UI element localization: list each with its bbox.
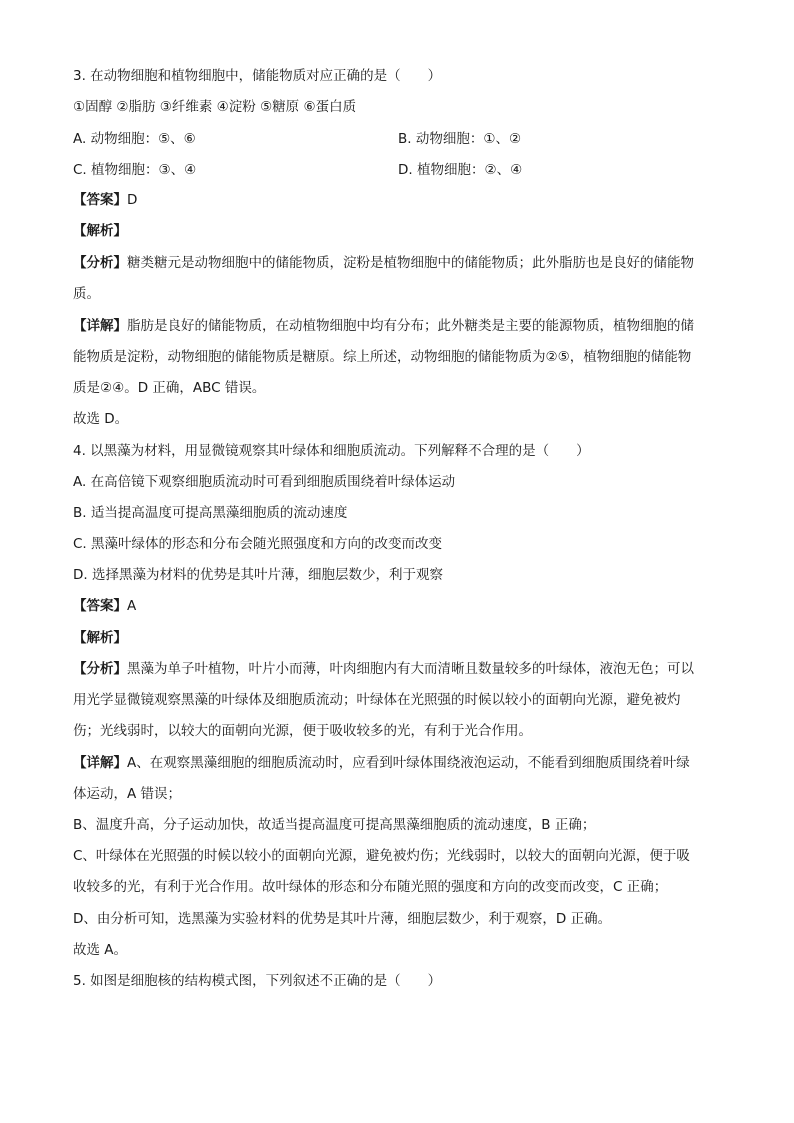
q3-option-c: C. 植物细胞：③、④ <box>73 162 197 178</box>
q3-answer <box>73 191 137 209</box>
q4-option-a: A. 在高倍镜下观察细胞质流动时可看到细胞质围绕着叶绿体运动 <box>73 474 456 490</box>
q4-xiangjie-line-1 <box>73 754 690 772</box>
xiangjie-text: 脂肪是良好的储能物质，在动植物细胞中均有分布；此外糖类是主要的能源物质，植物细胞的储 <box>127 318 694 334</box>
q4-fenxi-line-1 <box>73 660 694 678</box>
q4-option-c: C. 黑藻叶绿体的形态和分布会随光照强度和方向的改变而改变 <box>73 536 443 552</box>
xiangjie-tag: 【详解】 <box>73 318 127 334</box>
q3-option-b: B. 动物细胞：①、② <box>398 131 522 147</box>
q3-option-a: A. 动物细胞：⑤、⑥ <box>73 131 196 147</box>
q4-xiangjie-line-2: 体运动，A 错误； <box>73 786 182 802</box>
q4-fenxi-line-3: 伤；光线弱时，以较大的面朝向光源，便于吸收较多的光，有利于光合作用。 <box>73 723 532 739</box>
fenxi-tag: 【分析】 <box>73 255 127 271</box>
q4-stem: 4. 以黑藻为材料，用显微镜观察其叶绿体和细胞质流动。下列解释不合理的是（ ） <box>73 443 590 459</box>
q3-analysis-tag: 【解析】 <box>73 223 127 239</box>
fenxi-tag: 【分析】 <box>73 661 127 677</box>
q4-xiangjie-line-4: C、叶绿体在光照强的时候以较小的面朝向光源，避免被灼伤；光线弱时，以较大的面朝向光源，便于吸 <box>73 848 690 864</box>
q4-xiangjie-line-6: D、由分析可知，选黑藻为实验材料的优势是其叶片薄，细胞层数少，利于观察，D 正确。 <box>73 911 612 927</box>
q4-conclusion: 故选 A。 <box>73 942 128 958</box>
q4-xiangjie-line-3: B、温度升高，分子运动加快，故适当提高温度可提高黑藻细胞质的流动速度，B 正确； <box>73 817 596 833</box>
q3-xiangjie-line-3: 质是②④。D 正确，ABC 错误。 <box>73 380 266 396</box>
q4-xiangjie-line-5: 收较多的光，有利于光合作用。故叶绿体的形态和分布随光照的强度和方向的改变而改变，C 正确； <box>73 879 668 895</box>
q4-option-d: D. 选择黑藻为材料的优势是其叶片薄，细胞层数少，利于观察 <box>73 567 443 583</box>
answer-value: A <box>127 598 137 614</box>
q3-conclusion: 故选 D。 <box>73 411 129 427</box>
xiangjie-tag: 【详解】 <box>73 755 127 771</box>
q3-fenxi-line-1 <box>73 254 694 272</box>
q5-stem: 5. 如图是细胞核的结构模式图，下列叙述不正确的是（ ） <box>73 973 442 989</box>
q4-analysis-tag: 【解析】 <box>73 630 127 646</box>
q3-stem: 3. 在动物细胞和植物细胞中，储能物质对应正确的是（ ） <box>73 68 442 84</box>
answer-tag: 【答案】 <box>73 598 127 614</box>
q4-option-b: B. 适当提高温度可提高黑藻细胞质的流动速度 <box>73 505 348 521</box>
fenxi-text: 黑藻为单子叶植物，叶片小而薄，叶肉细胞内有大而清晰且数量较多的叶绿体，液泡无色；可以 <box>127 661 694 677</box>
xiangjie-text: A、在观察黑藻细胞的细胞质流动时，应看到叶绿体围绕液泡运动，不能看到细胞质围绕着叶绿 <box>127 755 690 771</box>
answer-value: D <box>127 192 138 208</box>
q3-options-list: ①固醇 ②脂肪 ③纤维素 ④淀粉 ⑤糖原 ⑥蛋白质 <box>73 99 357 115</box>
q3-option-d: D. 植物细胞：②、④ <box>398 162 523 178</box>
q4-answer <box>73 597 136 615</box>
q3-xiangjie-line-2: 能物质是淀粉，动物细胞的储能物质是糖原。综上所述，动物细胞的储能物质为②⑤，植物细胞的储能物 <box>73 349 692 365</box>
answer-tag: 【答案】 <box>73 192 127 208</box>
fenxi-text: 糖类糖元是动物细胞中的储能物质，淀粉是植物细胞中的储能物质；此外脂肪也是良好的储能物 <box>127 255 694 271</box>
q3-fenxi-line-2: 质。 <box>73 286 100 302</box>
q4-fenxi-line-2: 用光学显微镜观察黑藻的叶绿体及细胞质流动；叶绿体在光照强的时候以较小的面朝向光源，避免被灼 <box>73 692 681 708</box>
q3-xiangjie-line-1 <box>73 317 694 335</box>
